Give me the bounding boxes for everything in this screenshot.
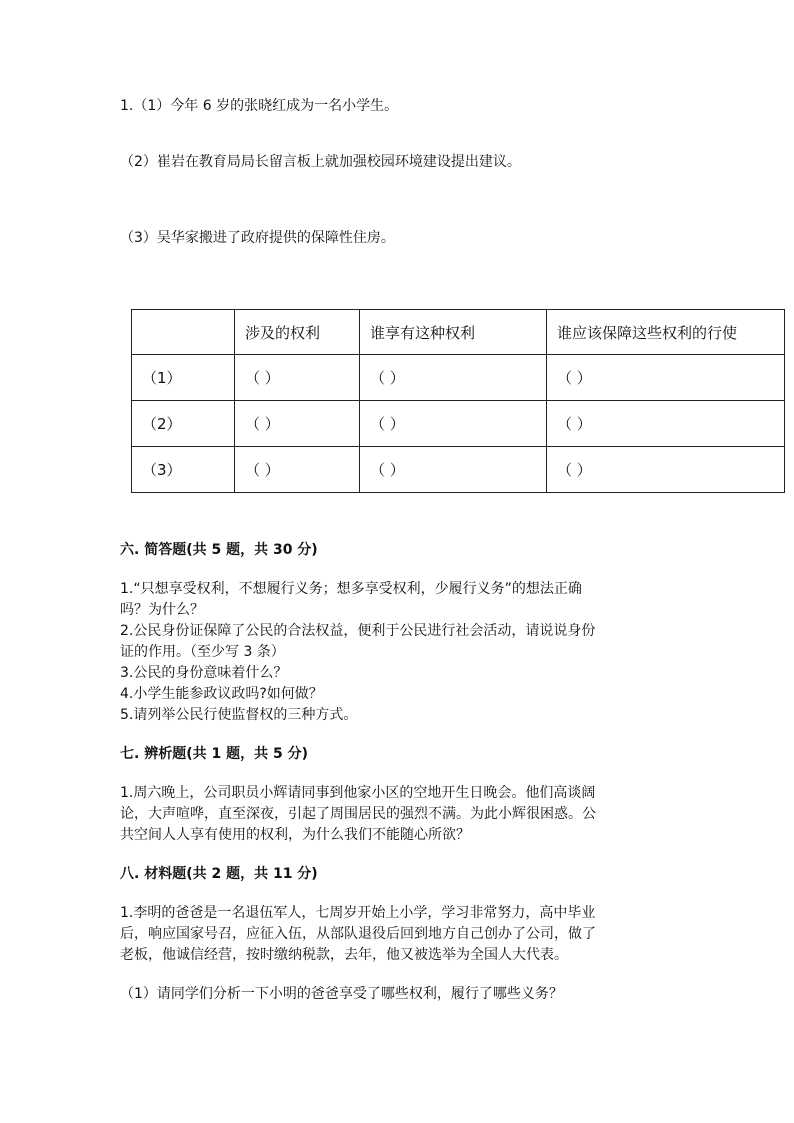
answer-blank[interactable]: （ ） <box>235 401 360 447</box>
row-label: （1） <box>132 355 235 401</box>
table-row <box>132 355 785 401</box>
table-header-cell: 谁应该保障这些权利的行使 <box>547 310 785 355</box>
table-header-cell <box>132 310 235 355</box>
section-7-line: 共空间人人享有使用的权利，为什么我们不能随心所欲？ <box>120 827 470 843</box>
section-8-title: 八. 材料题(共 2 题，共 11 分) <box>120 866 318 882</box>
section-6-line: 证的作用。（至少写 3 条） <box>120 644 285 660</box>
question-1-part-3: （3）吴华家搬进了政府提供的保障性住房。 <box>120 230 395 246</box>
answer-blank[interactable]: （ ） <box>547 447 785 493</box>
table-row <box>132 401 785 447</box>
question-1-part-2: （2）崔岩在教育局局长留言板上就加强校园环境建设提出建议。 <box>120 154 521 170</box>
section-7-title: 七. 辨析题(共 1 题，共 5 分) <box>120 746 308 762</box>
answer-blank[interactable]: （ ） <box>360 401 547 447</box>
section-6-line: 3.公民的身份意味着什么？ <box>120 665 288 681</box>
row-label: （2） <box>132 401 235 447</box>
table-header-row <box>132 310 785 355</box>
answer-blank[interactable]: （ ） <box>547 355 785 401</box>
section-6-line: 吗？为什么？ <box>120 602 204 618</box>
section-8-line: 后，响应国家号召，应征入伍，从部队退役后回到地方自己创办了公司，做了 <box>120 926 596 942</box>
section-6-line: 1.“只想享受权利，不想履行义务；想多享受权利，少履行义务”的想法正确 <box>120 581 582 597</box>
section-7-line: 论，大声喧哗，直至深夜，引起了周围居民的强烈不满。为此小辉很困惑。公 <box>120 806 596 822</box>
answer-blank[interactable]: （ ） <box>235 355 360 401</box>
answer-blank[interactable]: （ ） <box>547 401 785 447</box>
rights-table <box>131 309 785 493</box>
answer-blank[interactable]: （ ） <box>235 447 360 493</box>
section-8-line: 老板，他诚信经营，按时缴纳税款，去年，他又被选举为全国人大代表。 <box>120 947 568 963</box>
section-6-line: 4.小学生能参政议政吗?如何做？ <box>120 686 323 702</box>
section-6-title: 六. 简答题(共 5 题，共 30 分) <box>120 542 318 558</box>
section-8-line: 1.李明的爸爸是一名退伍军人，七周岁开始上小学，学习非常努力，高中毕业 <box>120 905 596 921</box>
row-label: （3） <box>132 447 235 493</box>
answer-blank[interactable]: （ ） <box>360 447 547 493</box>
table-row <box>132 447 785 493</box>
table-header-cell: 谁享有这种权利 <box>360 310 547 355</box>
section-7-line: 1.周六晚上，公司职员小辉请同事到他家小区的空地开生日晚会。他们高谈阔 <box>120 785 596 801</box>
section-6-line: 5.请列举公民行使监督权的三种方式。 <box>120 707 358 723</box>
question-1-part-1: 1.（1）今年 6 岁的张晓红成为一名小学生。 <box>120 98 399 114</box>
section-8-subquestion: （1）请同学们分析一下小明的爸爸享受了哪些权利，履行了哪些义务？ <box>120 986 563 1002</box>
answer-blank[interactable]: （ ） <box>360 355 547 401</box>
table-header-cell: 涉及的权利 <box>235 310 360 355</box>
section-6-line: 2.公民身份证保障了公民的合法权益，便利于公民进行社会活动，请说说身份 <box>120 623 596 639</box>
